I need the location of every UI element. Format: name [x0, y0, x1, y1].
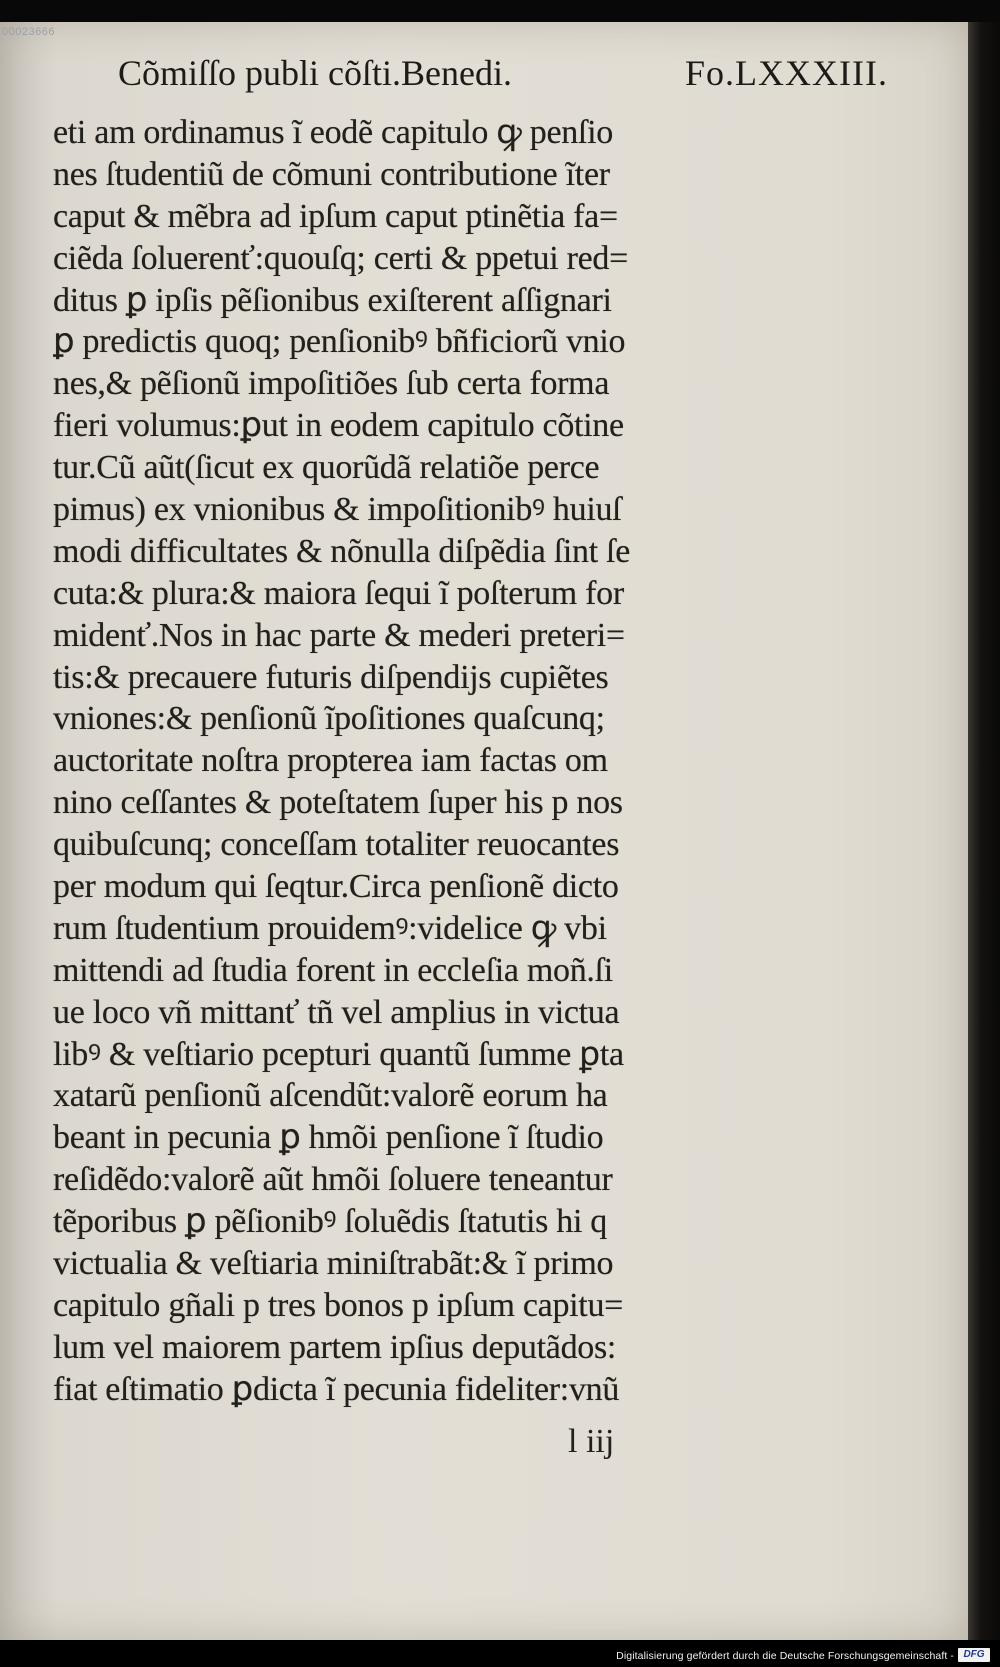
text-line: nino ceſſantes & poteſtatem ſuper his p nos — [53, 784, 623, 822]
text-line: xatarũ penſionũ aſcendũt:valorẽ eorum ha — [53, 1077, 608, 1115]
text-line: per modum qui ſeqtur.Circa penſionẽ dicto — [53, 868, 619, 906]
text-line: ditus ꝑ ipſis pẽſionibus exiſterent aſſignari — [53, 281, 612, 319]
text-line: caput & mẽbra ad ipſum caput ptinẽtia fa= — [53, 197, 618, 235]
text-line: auctoritate noſtra propterea iam factas om — [53, 742, 608, 780]
text-line: modi difficultates & nõnulla diſpẽdia ſint ſe — [53, 532, 630, 570]
text-line: reſidẽdo:valorẽ aũt hmõi ſoluere teneantur — [53, 1161, 613, 1199]
digitization-credit: Digitalisierung gefördert durch die Deutsche Forschungsgemeinschaft - — [616, 1650, 954, 1662]
page-edge-shadow — [968, 22, 1000, 1640]
shelfmark-number: 00023666 — [2, 26, 55, 38]
text-line: ꝑ predictis quoq; penſionibꝰ bñficiorũ vnio — [53, 323, 626, 361]
text-line: ciẽda ſoluerenť:quouſq; certi & ppetui red= — [53, 239, 628, 277]
text-line: cuta:& plura:& maiora ſequi ĩ poſterum for — [53, 574, 624, 612]
text-line: tur.Cũ aũt(ſicut ex quorũdã relatiõe perce — [53, 449, 600, 487]
text-line: vniones:& penſionũ ĩpoſitiones quaſcunq; — [53, 700, 605, 738]
text-line: fiat eſtimatio ꝑdicta ĩ pecunia fideliter:vnũ — [53, 1370, 620, 1408]
signature-mark: l iij — [568, 1423, 615, 1460]
text-line: mittendi ad ſtudia forent in eccleſia moñ.ſi — [53, 951, 613, 989]
text-line: tẽporibus ꝑ pẽſionibꝰ ſoluẽdis ſtatutis hi q — [53, 1203, 607, 1241]
text-line: midenť.Nos in hac parte & mederi preteri= — [53, 616, 625, 654]
text-line: pimus) ex vnionibus & impoſitionibꝰ huiuſ — [53, 491, 622, 529]
scan-top-border — [0, 0, 1000, 22]
text-line: victualia & veſtiaria miniſtrabãt:& ĩ primo — [53, 1245, 614, 1283]
text-line: nes ſtudentiũ de cõmuni contributione ĩter — [53, 155, 610, 193]
text-line: eti am ordinamus ĩ eodẽ capitulo ꝙ penſio — [53, 114, 613, 151]
body-text — [53, 112, 788, 1411]
running-header — [118, 52, 898, 102]
text-line: fieri volumus:ꝑut in eodem capitulo cõtine — [53, 407, 624, 445]
text-line: tis:& precauere futuris diſpendijs cupiẽtes — [53, 658, 609, 696]
text-line: libꝰ & veſtiario pcepturi quantũ ſumme ꝑta — [53, 1035, 624, 1073]
text-line: beant in pecunia ꝑ hmõi penſione ĩ ſtudio — [53, 1119, 604, 1157]
text-line: nes,& pẽſionũ impoſitiões ſub certa forma — [53, 365, 610, 403]
running-title: Cõmiſſo publi cõſti.Benedi. — [118, 53, 512, 93]
dfg-logo: DFG — [958, 1648, 990, 1662]
text-line: capitulo gñali p tres bonos p ipſum capitu= — [53, 1286, 624, 1324]
text-line: quibuſcunq; conceſſam totaliter reuocantes — [53, 826, 620, 864]
folio-number: Fo.LXXXIII. — [685, 53, 888, 93]
text-line: ue loco vñ mittanť tñ vel amplius in victua — [53, 993, 620, 1031]
text-line: lum vel maiorem partem ipſius deputãdos: — [53, 1328, 617, 1366]
text-line: rum ſtudentium prouidemꝰ:videlice ꝙ vbi — [53, 909, 607, 947]
